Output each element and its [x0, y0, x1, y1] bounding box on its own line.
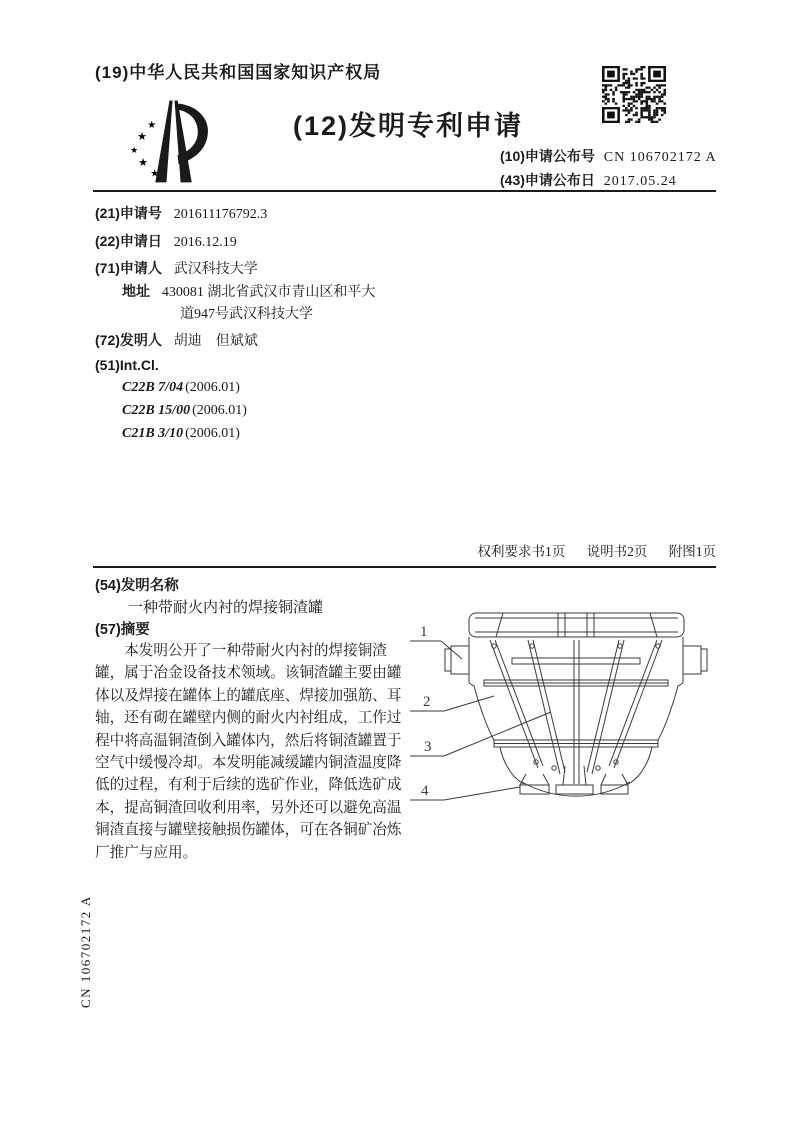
- abstract-line: 铜渣直接与罐壁接触损伤罐体，可在各铜矿冶炼: [95, 822, 402, 839]
- patent-office-title: (19)中华人民共和国国家知识产权局: [95, 63, 382, 82]
- abstract-text: [95, 640, 435, 864]
- callout-3: 3: [424, 739, 432, 755]
- pub-date-label: (43)申请公布日: [500, 172, 595, 188]
- app-date-label: (22)申请日: [95, 233, 162, 249]
- abstract-line: 本发明公开了一种带耐火内衬的焊接铜渣: [124, 643, 387, 659]
- applicant-row: [95, 258, 258, 278]
- star-icon: ★: [138, 157, 149, 170]
- abstract-line: 体以及焊接在罐体上的罐底座、焊接加强筋、耳: [95, 687, 402, 704]
- publication-number-line: [500, 146, 717, 166]
- intcl-row: [95, 357, 159, 373]
- divider-middle: [93, 566, 716, 568]
- callout-2: 2: [423, 694, 431, 710]
- abstract-label: (57)摘要: [95, 622, 150, 638]
- callout-4: 4: [421, 783, 429, 799]
- app-no-value: 201611176792.3: [173, 207, 268, 222]
- class-version: (2006.01): [192, 403, 247, 418]
- class-code: C22B 7/04: [122, 380, 184, 395]
- document-type-title: (12)发明专利申请: [293, 111, 524, 141]
- pages-info: [460, 540, 717, 560]
- star-icon: ★: [150, 168, 160, 180]
- address-line1: 430081 湖北省武汉市青山区和平大: [161, 285, 376, 300]
- classification-row: [122, 380, 240, 396]
- class-code: C22B 15/00: [122, 403, 191, 418]
- inventor-row: [95, 330, 258, 350]
- callout-1: 1: [420, 624, 428, 640]
- address-label: 地址: [122, 283, 150, 299]
- star-icon: ★: [137, 130, 148, 143]
- drawings-pages: 附图1页: [668, 544, 716, 559]
- inventor-label: (72)发明人: [95, 332, 162, 348]
- abstract-line: 厂推广与应用。: [95, 844, 198, 861]
- application-date-row: [95, 231, 237, 251]
- invention-title: 一种带耐火内衬的焊接铜渣罐: [128, 600, 324, 616]
- abstract-line: 程中将高温铜渣倒入罐体内，然后将铜渣罐置于: [95, 732, 402, 749]
- application-number-row: [95, 203, 267, 223]
- address-row2: 道947号武汉科技大学: [180, 307, 313, 322]
- classification-row: [122, 426, 240, 442]
- applicant-label: (71)申请人: [95, 260, 162, 276]
- pub-no-value: CN 106702172 A: [603, 150, 717, 165]
- applicant-value: 武汉科技大学: [173, 262, 258, 277]
- patent-office-logo: [122, 97, 218, 189]
- classification-row: [122, 403, 247, 419]
- abstract-line: 空气中缓慢冷却。本发明能减缓罐内铜渣温度降: [95, 755, 402, 772]
- class-version: (2006.01): [185, 380, 240, 395]
- abstract-line: 低的过程，有利于后续的选矿作业，降低选矿成: [95, 777, 402, 794]
- publication-date-line: [500, 170, 677, 190]
- pub-no-label: (10)申请公布号: [500, 148, 595, 164]
- abstract-line: 轴，还有砌在罐壁内侧的耐火内衬组成，工作过: [95, 710, 402, 727]
- abstract-line: 本，提高铜渣回收利用率，另外还可以避免高温: [95, 799, 402, 816]
- abstract-line: 罐，属于冶金设备技术领域。该铜渣罐主要由罐: [95, 665, 402, 682]
- star-icon: ★: [147, 119, 157, 131]
- class-code: C21B 3/10: [122, 426, 184, 441]
- divider-top: [93, 190, 716, 192]
- side-publication-number: CN 106702172 A: [78, 895, 93, 1008]
- class-version: (2006.01): [185, 426, 240, 441]
- claims-pages: 权利要求书1页: [477, 544, 566, 559]
- intcl-label: (51)Int.Cl.: [95, 357, 159, 373]
- description-pages: 说明书2页: [586, 544, 648, 559]
- app-no-label: (21)申请号: [95, 205, 162, 221]
- app-date-value: 2016.12.19: [173, 235, 237, 250]
- address-row: [122, 281, 375, 301]
- patent-figure-slag-pot: [408, 596, 733, 831]
- star-icon: ★: [130, 145, 139, 156]
- pub-date-value: 2017.05.24: [603, 174, 677, 189]
- qr-code: [602, 66, 666, 123]
- invention-title-label: (54)发明名称: [95, 578, 179, 594]
- inventor-value: 胡迪 但斌斌: [173, 334, 258, 349]
